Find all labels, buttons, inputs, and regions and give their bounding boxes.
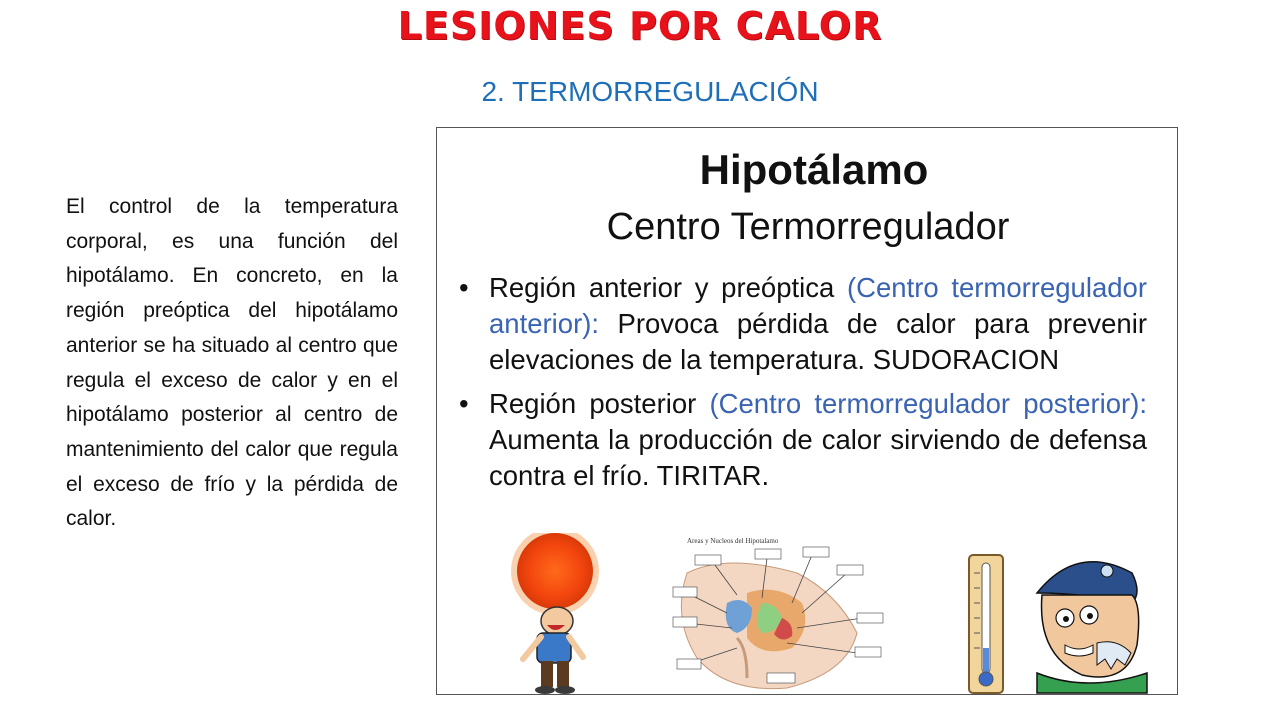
figure-bullet-list <box>457 270 1147 502</box>
bullet-dot-icon: • <box>459 272 469 303</box>
figure-subtitle: Centro Termorregulador <box>606 206 1010 248</box>
bullet-posterior <box>457 386 1147 494</box>
hypothalamus-figure <box>436 127 1178 695</box>
figure-title: Hipotálamo <box>699 146 929 193</box>
bullet-anterior <box>457 270 1147 378</box>
cold-person-illustration <box>1037 562 1147 693</box>
slide-title: LESIONES POR CALOR <box>397 4 883 48</box>
bullet-dot-icon: • <box>459 388 469 419</box>
illustrations-row <box>437 533 1178 695</box>
hypothalamus-diagram <box>673 537 883 689</box>
bullet-anterior-lead: Región anterior y preóptica <box>489 272 847 303</box>
bullet-anterior-blue: (Centro termorregulador anterior): <box>489 272 1147 339</box>
bullet-anterior-rest: Provoca pérdida de calor para prevenir elevaciones de la temperatura. SUDORACION <box>489 308 1147 375</box>
bullet-posterior-lead: Región posterior <box>489 388 710 419</box>
slide-subtitle: 2. TERMORREGULACIÓN <box>481 76 819 107</box>
body-text: El control de la temperatura corporal, es una función del hipotálamo. En concreto, en la región preóptica del hipotálamo anterior se ha situado al centro que regula el exceso de calor y en el hipotálamo posterior al centro de mantenimiento del calor que regula el exceso de frío y la pérdida de calor. <box>66 195 398 531</box>
hot-person-illustration <box>511 533 599 694</box>
diagram-caption: Areas y Nucleos del Hipotalamo <box>687 537 779 545</box>
thermometer-icon <box>969 555 1003 693</box>
bullet-posterior-rest: Aumenta la producción de calor sirviendo de defensa contra el frío. TIRITAR. <box>489 424 1147 491</box>
bullet-posterior-blue: (Centro termorregulador posterior): <box>709 388 1147 419</box>
